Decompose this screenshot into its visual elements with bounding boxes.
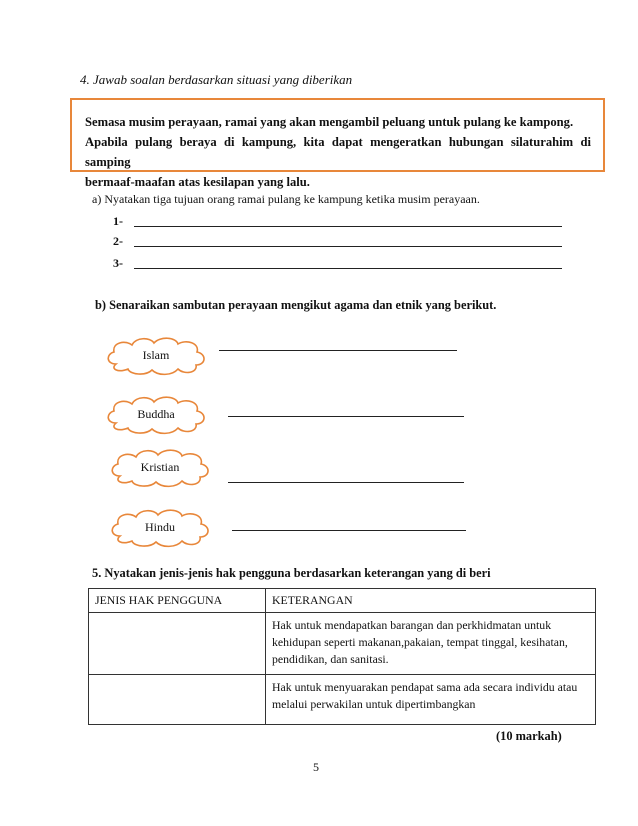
description-cell-2: Hak untuk menyuarakan pendapat sama ada secara individu atau melalui perwakilan untuk dipertimbangkan — [266, 675, 596, 725]
question-4b: b) Senaraikan sambutan perayaan mengikut agama dan etnik yang berikut. — [95, 298, 497, 312]
answer-line-2[interactable] — [134, 246, 562, 247]
answer-row-2 — [113, 234, 133, 249]
cloud-kristian — [106, 446, 214, 488]
cloud-hindu — [106, 506, 214, 548]
answer-number-1: 1- — [113, 214, 123, 228]
scenario-line-2: Apabila pulang beraya di kampung, kita dapat mengeratkan hubungan silaturahim di samping — [85, 135, 591, 169]
header-jenis: JENIS HAK PENGGUNA — [89, 589, 266, 613]
table-row — [89, 675, 596, 725]
scenario-line-1: Semasa musim perayaan, ramai yang akan mengambil peluang untuk pulang ke kampong. — [85, 115, 574, 129]
answer-number-3: 3- — [113, 256, 123, 270]
table-row — [89, 613, 596, 675]
answer-row-1 — [113, 214, 133, 229]
question-4-title: 4. Jawab soalan berdasarkan situasi yang diberikan — [80, 72, 353, 87]
page-number: 5 — [313, 760, 319, 774]
table-header-row — [89, 589, 596, 613]
cloud-label-buddha: Buddha — [137, 406, 175, 421]
cloud-islam — [102, 334, 210, 376]
cloud-label-kristian: Kristian — [140, 459, 180, 474]
answer-cell-2[interactable] — [89, 675, 266, 725]
answer-line-buddha[interactable] — [228, 416, 464, 417]
scenario-box — [70, 98, 605, 189]
question-4a: a) Nyatakan tiga tujuan orang ramai pulang ke kampung ketika musim perayaan. — [92, 192, 480, 206]
question-5-title: 5. Nyatakan jenis-jenis hak pengguna berdasarkan keterangan yang di beri — [92, 566, 491, 580]
answer-line-islam[interactable] — [219, 350, 457, 351]
cloud-label-hindu: Hindu — [145, 519, 175, 534]
header-keterangan: KETERANGAN — [266, 589, 596, 613]
description-cell-1: Hak untuk mendapatkan barangan dan perkhidmatan untuk kehidupan seperti makanan,pakaian, tempat tinggal, kesihatan, pendidikan, dan sanitasi. — [266, 613, 596, 675]
answer-line-1[interactable] — [134, 226, 562, 227]
answer-line-kristian[interactable] — [228, 482, 464, 483]
answer-line-hindu[interactable] — [232, 530, 466, 531]
answer-number-2: 2- — [113, 234, 123, 248]
answer-cell-1[interactable] — [89, 613, 266, 675]
scenario-line-3: bermaaf-maafan atas kesilapan yang lalu. — [85, 175, 310, 189]
cloud-buddha — [102, 393, 210, 435]
answer-row-3 — [113, 256, 133, 271]
answer-line-3[interactable] — [134, 268, 562, 269]
cloud-label-islam: Islam — [142, 347, 170, 362]
marks-label: (10 markah) — [496, 729, 562, 743]
consumer-rights-table — [88, 588, 596, 725]
